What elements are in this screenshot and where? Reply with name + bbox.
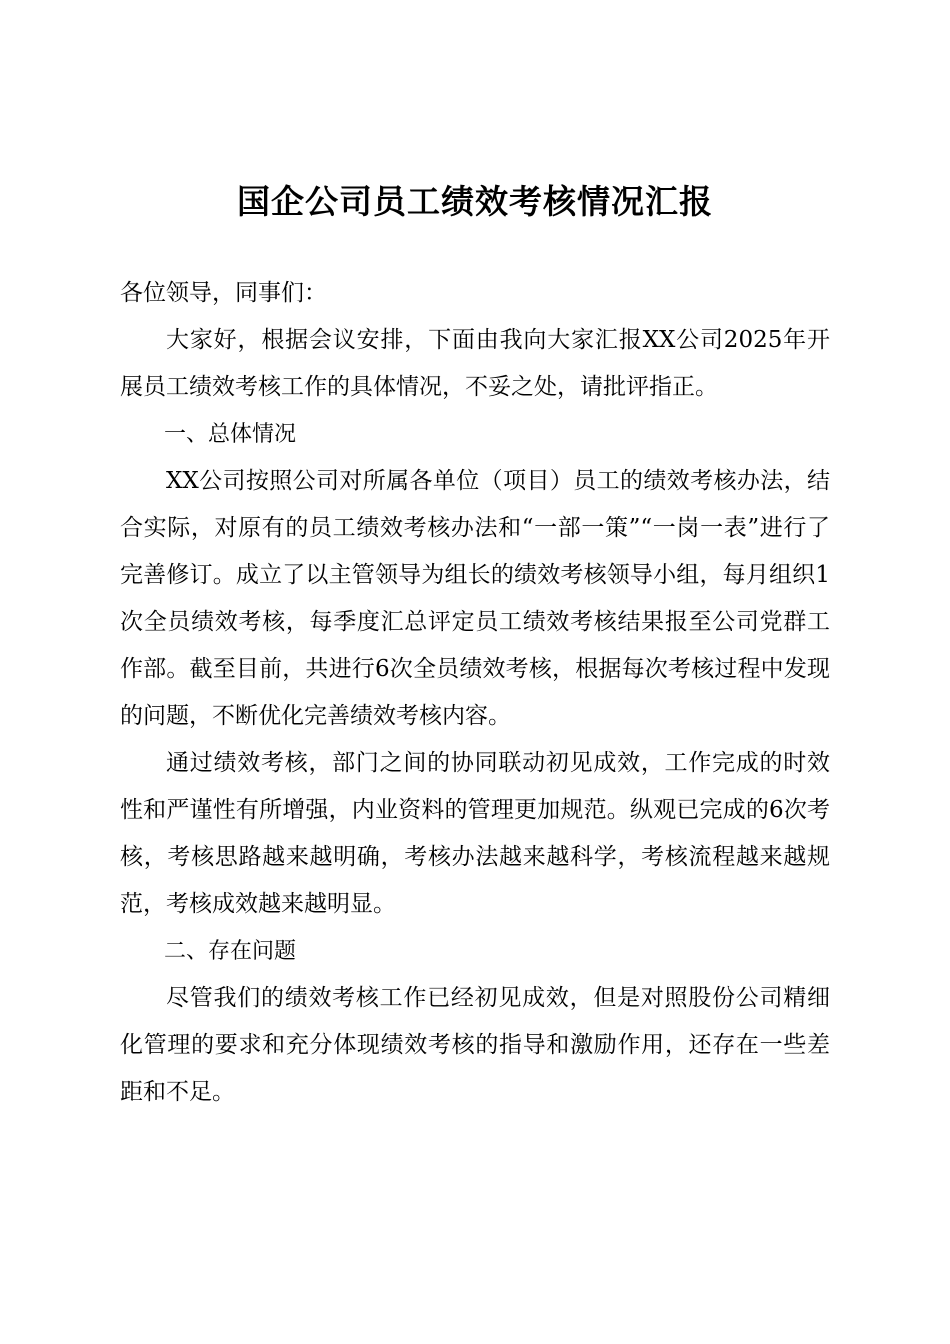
problems-paragraph-1: 尽管我们的绩效考核工作已经初见成效，但是对照股份公司精细化管理的要求和充分体现绩效考核的指导和激励作用，还存在一些差距和不足。 — [120, 985, 830, 1105]
intro-paragraph: 大家好，根据会议安排，下面由我向大家汇报XX公司2025年开展员工绩效考核工作的具体情况，不妥之处，请批评指正。 — [120, 327, 830, 400]
salutation: 各位领导，同事们： — [120, 280, 327, 306]
document-title: 国企公司员工绩效考核情况汇报 — [237, 182, 713, 221]
section-heading-overview: 一、总体情况 — [164, 422, 297, 447]
section-heading-problems: 二、存在问题 — [164, 939, 297, 964]
document-body — [120, 270, 830, 1116]
overview-paragraph-1: XX公司按照公司对所属各单位（项目）员工的绩效考核办法，结合实际，对原有的员工绩效考核办法和“一部一策”“一岗一表”进行了完善修订。成立了以主管领导为组长的绩效考核领导小组，每月组织1次全员绩效考核，每季度汇总评定员工绩效考核结果报至公司党群工作部。截至目前，共进行6次全员绩效考核，根据每次考核过程中发现的问题，不断优化完善绩效考核内容。 — [120, 468, 830, 729]
overview-paragraph-2: 通过绩效考核，部门之间的协同联动初见成效，工作完成的时效性和严谨性有所增强，内业资料的管理更加规范。纵观已完成的6次考核，考核思路越来越明确，考核办法越来越科学，考核流程越来越规范，考核成效越来越明显。 — [120, 750, 830, 917]
